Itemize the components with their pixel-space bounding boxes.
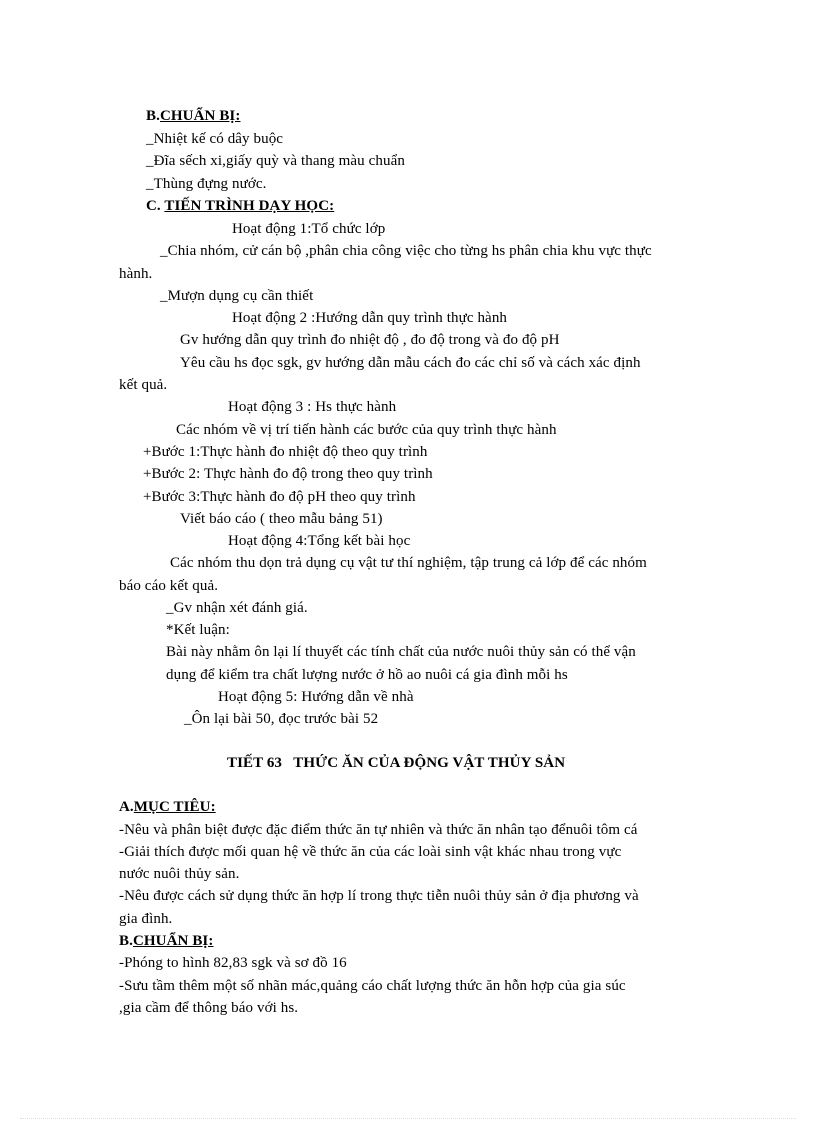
- goal-3-line-2: gia đình.: [119, 911, 173, 927]
- activity-1-line-3: _Mượn dụng cụ cần thiết: [160, 288, 314, 304]
- activity-2-line-2: Yêu cầu hs đọc sgk, gv hướng dẫn mẫu cách đo các chỉ số và cách xác định: [180, 355, 641, 371]
- activity-4-title: Hoạt động 4:Tổng kết bài học: [228, 533, 411, 549]
- goal-1: -Nêu và phân biệt được đặc điểm thức ăn tự nhiên và thức ăn nhân tạo đểnuôi tôm cá: [119, 822, 638, 838]
- prep-item-bucket: _Thùng đựng nước.: [146, 176, 267, 192]
- activity-2-title: Hoạt động 2 :Hướng dẫn quy trình thực hành: [232, 310, 508, 326]
- activity-3-step-1: +Bước 1:Thực hành đo nhiệt độ theo quy trình: [143, 444, 428, 460]
- activity-2-line-3: kết quả.: [119, 377, 168, 393]
- section-b-title: CHUẨN BỊ:: [159, 108, 241, 124]
- lesson-63-prep-heading: [119, 931, 213, 951]
- activity-3-line-1: Các nhóm về vị trí tiến hành các bước của quy trình thực hành: [176, 422, 557, 438]
- section-c-title: TIẾN TRÌNH DẠY HỌC:: [164, 198, 335, 214]
- activity-4-line-1: Các nhóm thu dọn trả dụng cụ vật tư thí nghiệm, tập trung cả lớp để các nhóm: [170, 555, 647, 571]
- page-bottom-rule: [20, 1118, 796, 1119]
- activity-4-line-2: báo cáo kết quả.: [119, 578, 219, 594]
- activity-4-conclusion-label: *Kết luận:: [166, 622, 230, 638]
- prep-item-thermometer: _Nhiệt kế có dây buộc: [146, 131, 284, 147]
- section-a-prefix: A.: [119, 799, 134, 815]
- section-b-heading: [146, 106, 240, 126]
- section-b-prefix: B.: [146, 108, 160, 124]
- activity-5-title: Hoạt động 5: Hướng dẫn về nhà: [218, 689, 414, 705]
- activity-2-line-1: Gv hướng dẫn quy trình đo nhiệt độ , đo độ trong và đo độ pH: [180, 332, 560, 348]
- goal-3-line-1: -Nêu được cách sử dụng thức ăn hợp lí trong thực tiễn nuôi thủy sản ở địa phương và: [119, 888, 639, 904]
- activity-3-step-2: +Bước 2: Thực hành đo độ trong theo quy trình: [143, 466, 433, 482]
- section-c-prefix: C.: [146, 198, 161, 214]
- activity-1-line-1: _Chia nhóm, cử cán bộ ,phân chia công việc cho từng hs phân chia khu vực thực: [160, 243, 652, 259]
- activity-4-line-5: Bài này nhằm ôn lại lí thuyết các tính chất của nước nuôi thủy sản có thể vận: [166, 644, 636, 660]
- goal-2-line-2: nước nuôi thủy sản.: [119, 866, 240, 882]
- section-a-heading: [119, 797, 216, 817]
- activity-1-line-2: hành.: [119, 266, 153, 282]
- section-c-heading: [146, 196, 334, 216]
- activity-3-step-3: +Bước 3:Thực hành đo độ pH theo quy trình: [143, 489, 416, 505]
- activity-4-line-3: _Gv nhận xét đánh giá.: [166, 600, 308, 616]
- prep-item-disc: _Đĩa sếch xi,giấy quỳ và thang màu chuẩn: [146, 153, 405, 169]
- lesson-63-prep-1: -Phóng to hình 82,83 sgk và sơ đồ 16: [119, 955, 347, 971]
- lesson-63-prep-title: CHUẨN BỊ:: [132, 933, 214, 949]
- activity-4-line-6: dụng để kiểm tra chất lượng nước ở hồ ao nuôi cá gia đình mỗi hs: [166, 667, 568, 683]
- activity-3-title: Hoạt động 3 : Hs thực hành: [228, 399, 397, 415]
- activity-1-title: Hoạt động 1:Tổ chức lớp: [232, 221, 386, 237]
- section-a-title: MỤC TIÊU:: [133, 799, 216, 815]
- lesson-63-title: TIẾT 63 THỨC ĂN CỦA ĐỘNG VẬT THỦY SẢN: [227, 755, 566, 771]
- goal-2-line-1: -Giải thích được mối quan hệ về thức ăn của các loài sinh vật khác nhau trong vực: [119, 844, 622, 860]
- lesson-63-prep-2-line-2: ,gia cầm để thông báo với hs.: [119, 1000, 299, 1016]
- lesson-63-prep-2-line-1: -Sưu tầm thêm một số nhãn mác,quảng cáo chất lượng thức ăn hỗn hợp của gia súc: [119, 978, 626, 994]
- activity-5-line-1: _Ôn lại bài 50, đọc trước bài 52: [184, 711, 379, 727]
- activity-3-line-2: Viết báo cáo ( theo mẫu bảng 51): [180, 511, 383, 527]
- lesson-63-prep-prefix: B.: [119, 933, 133, 949]
